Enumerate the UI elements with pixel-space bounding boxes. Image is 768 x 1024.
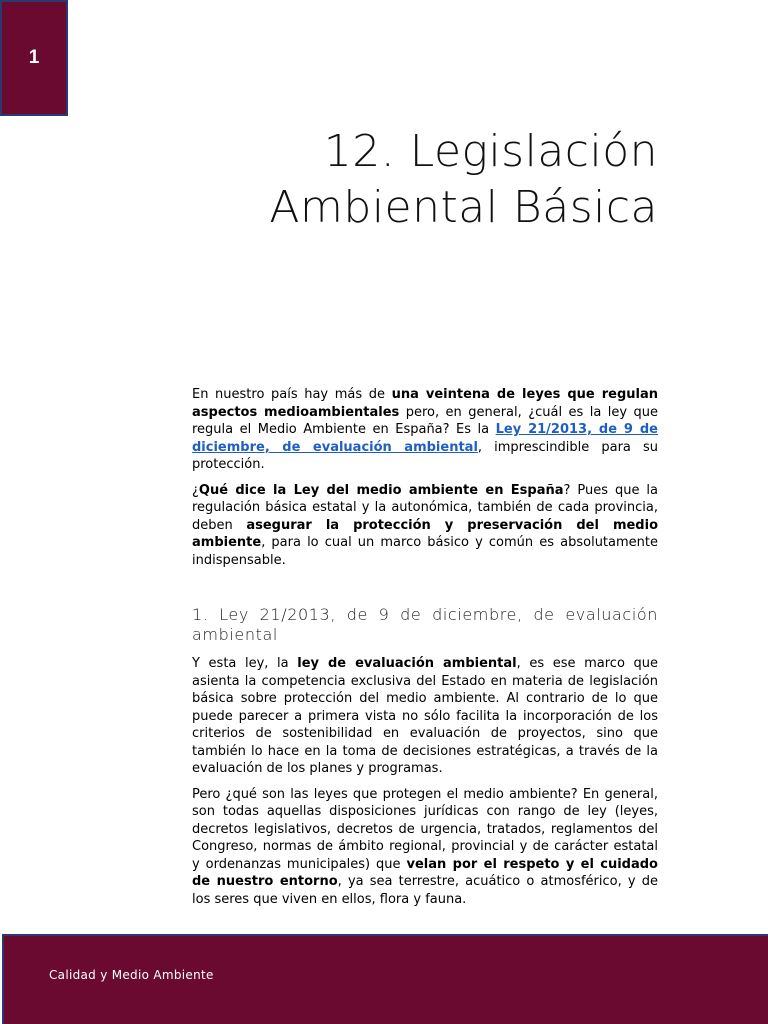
section-paragraph-1 xyxy=(192,655,658,778)
text-run: , imprescindible para su protección. xyxy=(192,439,659,472)
text-run: pero, en general, ¿cuál es la ley que regula el Medio Ambiente en España? Es la xyxy=(192,404,658,437)
text-run: , es ese marco que asienta la competencia exclusiva del Estado en materia de legislación básica sobre protección del medio ambiente. Al contrario de lo que puede parecer a primera vista no sólo facilita la incorporación de los criterios de sostenibilidad en evaluación de proyectos, sino que también lo hace en la toma de decisiones estratégicas, a través de la evaluación de los planes y programas. xyxy=(192,656,658,776)
intro-paragraph-2 xyxy=(192,482,658,570)
chapter-title-line-1: 12. Legislación xyxy=(323,126,658,177)
bold-text: Qué dice la Ley del medio ambiente en España xyxy=(198,482,564,498)
text-run: En nuestro país hay más de xyxy=(192,387,392,402)
text-run: ¿ xyxy=(192,482,199,498)
chapter-title-line-2: Ambiental Básica xyxy=(269,182,658,233)
text-run: Y esta ley, la xyxy=(192,656,298,671)
section-heading: 1. Ley 21/2013, de 9 de diciembre, de evaluación ambiental xyxy=(192,605,658,644)
intro-paragraph-1 xyxy=(192,386,658,474)
page-number-badge xyxy=(0,0,68,116)
section-paragraph-2 xyxy=(192,786,658,909)
bold-text: asegurar la protección y preservación del medio ambiente xyxy=(192,517,659,550)
page-number: 1 xyxy=(28,47,40,68)
page-footer xyxy=(2,934,768,1024)
chapter-title xyxy=(138,124,658,236)
text-run: Pero ¿qué son las leyes que protegen el medio ambiente? En general, son todas aquellas disposiciones jurídicas con rango de ley (leyes, decretos legislativos, decretos de urgencia, tratados, reglamentos del Congreso, normas de ámbito regional, provincial y de carácter estatal y ordenanzas municipales) que xyxy=(192,786,658,872)
bold-text: una veintena de leyes que regulan aspectos medioambientales xyxy=(192,387,658,420)
main-content xyxy=(192,386,658,916)
text-run: ? Pues que la regulación básica estatal y la autonómica, también de cada provincia, deben xyxy=(192,482,658,533)
bold-text: ley de evaluación ambiental xyxy=(297,656,517,671)
footer-text: Calidad y Medio Ambiente xyxy=(49,968,214,982)
law-link[interactable]: Ley 21/2013, de 9 de diciembre, de evaluación ambiental xyxy=(192,422,658,455)
text-run: , para lo cual un marco básico y común es absolutamente indispensable. xyxy=(192,535,658,568)
text-run: , ya sea terrestre, acuático o atmosférico, y de los seres que viven en ellos, flora y fauna. xyxy=(192,874,658,907)
bold-text: velan por el respeto y el cuidado de nuestro entorno xyxy=(192,856,658,889)
